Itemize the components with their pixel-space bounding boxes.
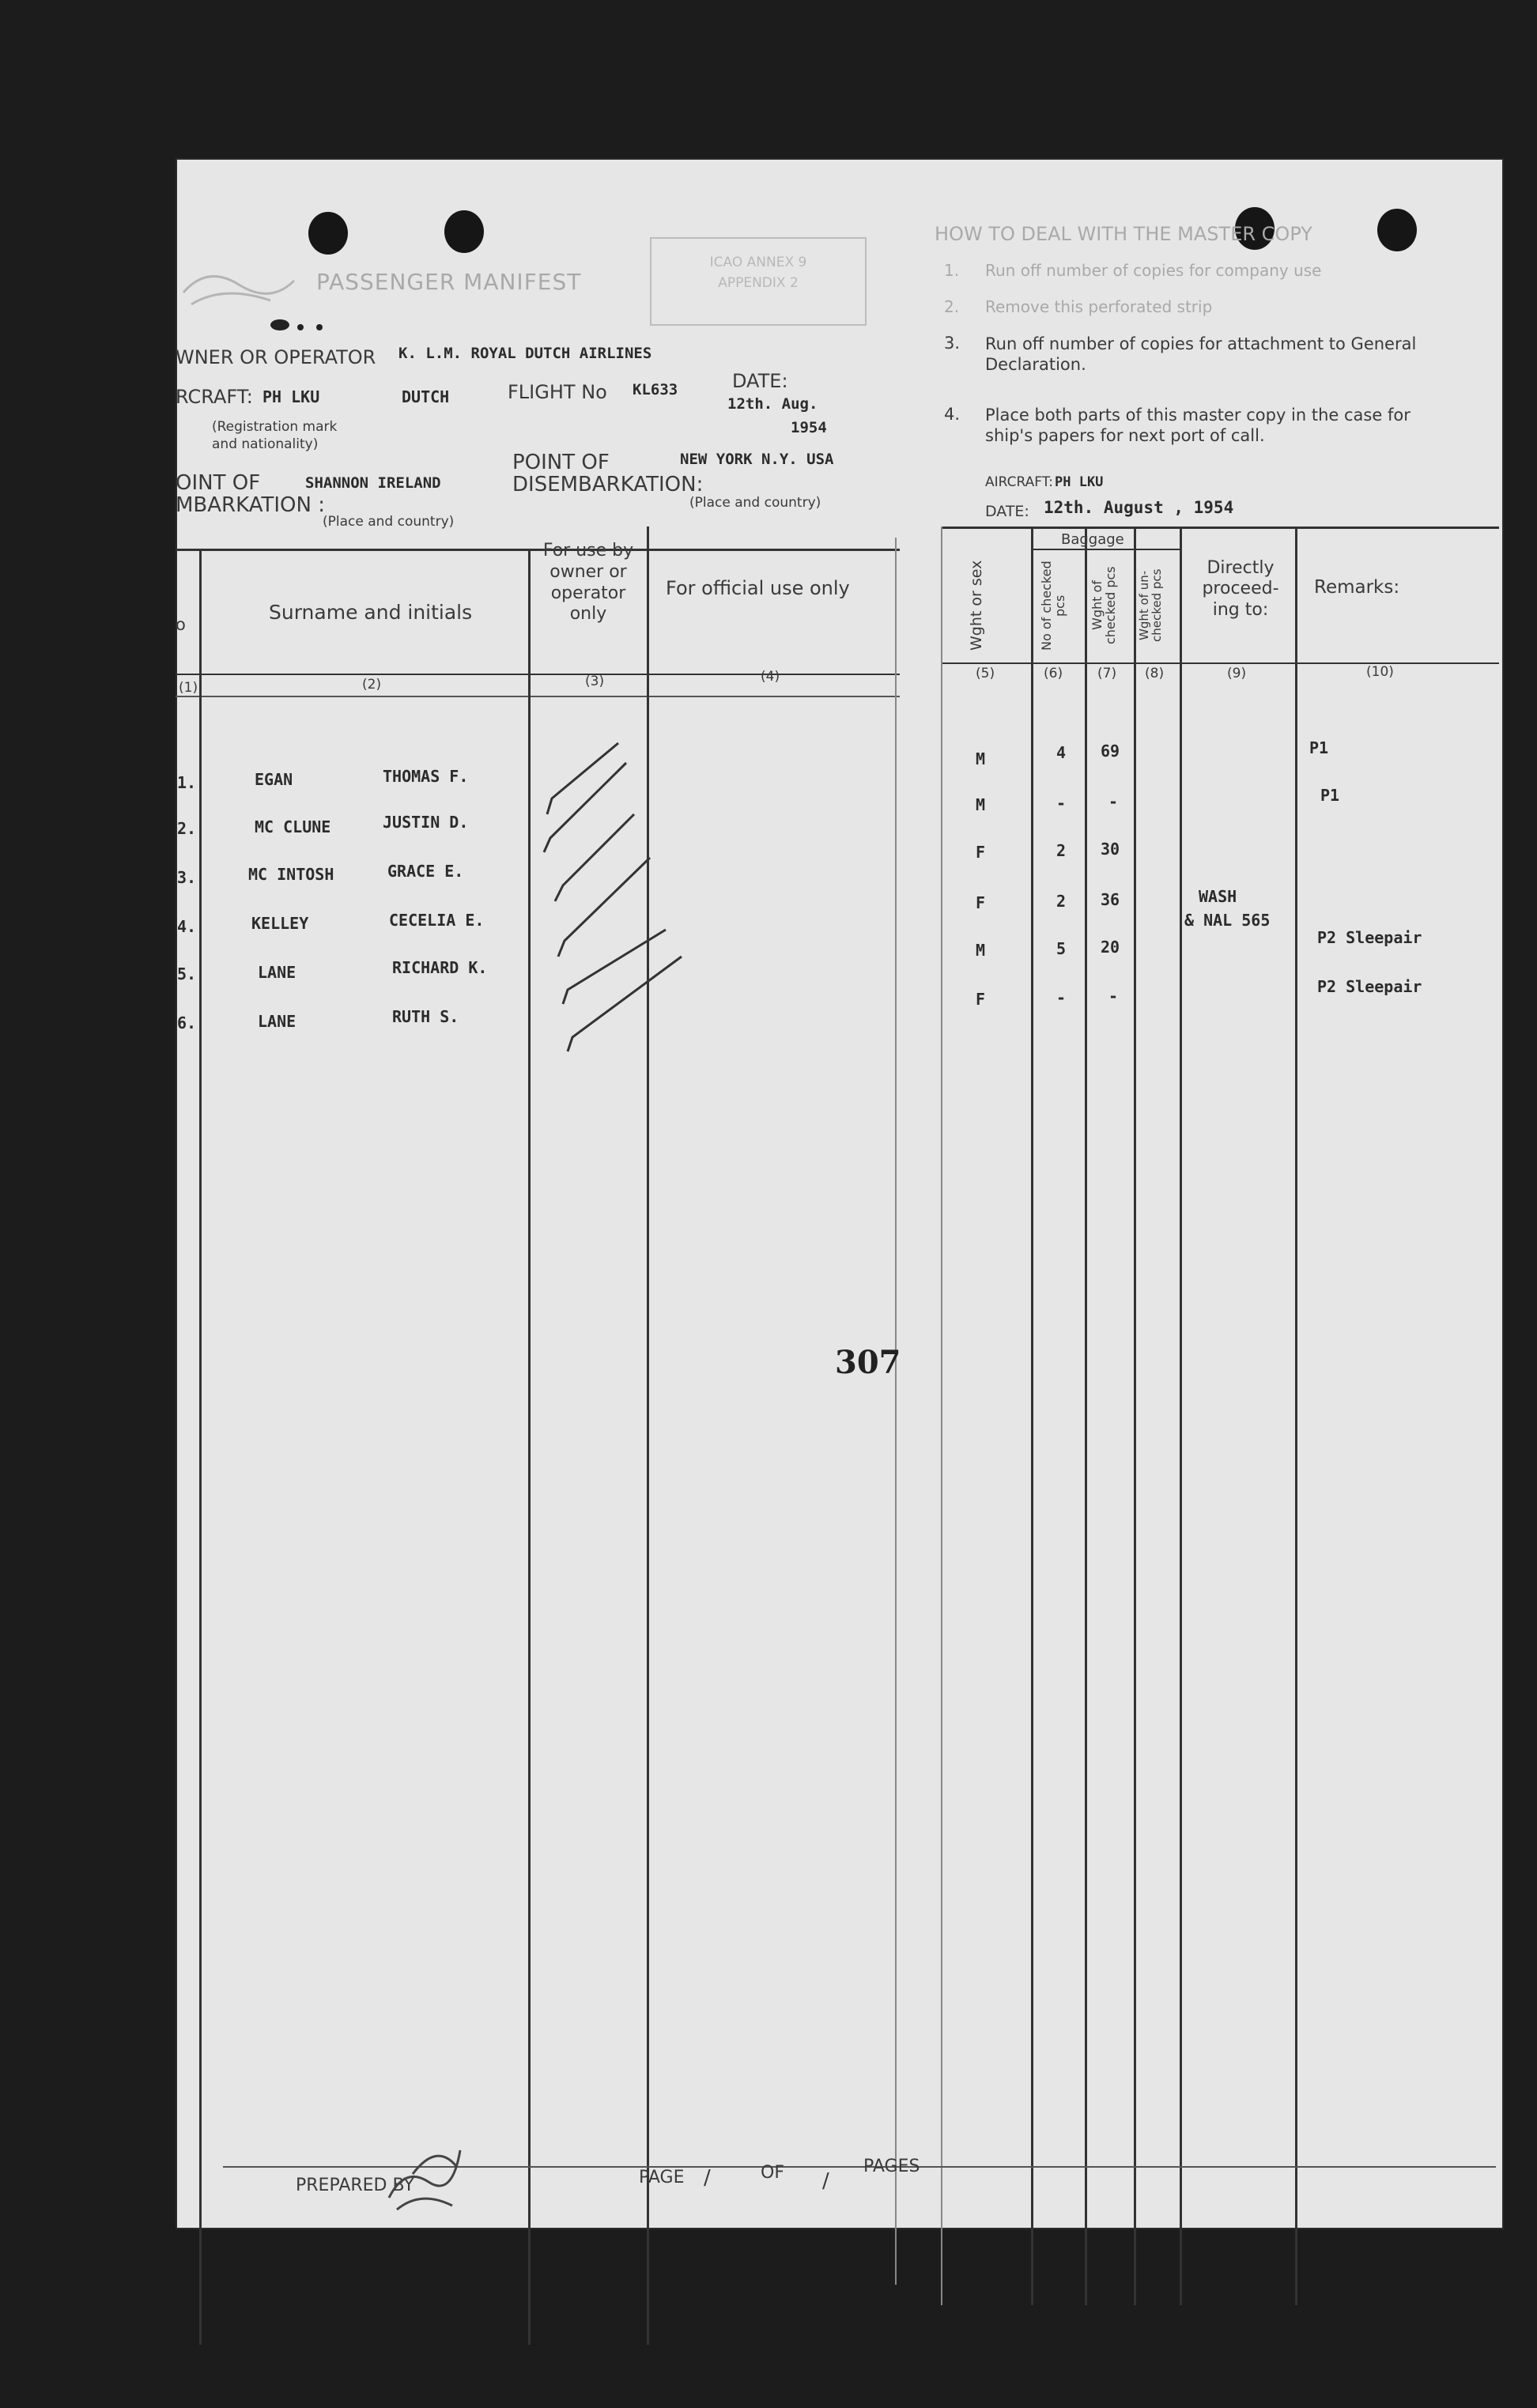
baggage-pieces: 2 <box>1056 892 1067 911</box>
proceeding-to: & NAL 565 <box>1184 911 1271 930</box>
baggage-pieces: - <box>1056 988 1067 1007</box>
col-divider-weight <box>1031 527 1033 2305</box>
disembark-value: NEW YORK N.Y. USA <box>680 451 834 468</box>
date-label: DATE: <box>732 370 788 392</box>
passenger-surname: LANE <box>258 963 296 982</box>
instruction-1-num: 1. <box>944 261 960 280</box>
col-header-wght-unchecked: Wght of un-checked pcs <box>1137 568 1164 643</box>
col-number-7: (7) <box>1097 666 1117 681</box>
punch-hole-icon <box>444 210 484 253</box>
instructions-aircraft-value: PH LKU <box>1055 474 1104 490</box>
nationality-value: DUTCH <box>402 387 450 406</box>
col-number-6: (6) <box>1044 666 1063 681</box>
passenger-sex: M <box>976 941 986 960</box>
flight-value: KL633 <box>633 381 678 398</box>
baggage-pieces: 5 <box>1056 939 1067 958</box>
embark-value: SHANNON IRELAND <box>305 474 441 492</box>
passenger-surname: EGAN <box>255 770 293 789</box>
instruction-3-text: Run off number of copies for attachment to General Declaration. <box>985 334 1417 375</box>
instruction-4-text: Place both parts of this master copy in the case for ship's papers for next port of call. <box>985 406 1410 446</box>
col-header-no-checked: No of checked pcs <box>1039 560 1067 651</box>
col-number-1: (1) <box>179 680 198 696</box>
header-bottom-rule <box>176 674 900 675</box>
owner-value: K. L.M. ROYAL DUTCH AIRLINES <box>398 345 652 362</box>
instructions-title: HOW TO DEAL WITH THE MASTER COPY <box>935 223 1312 245</box>
row-number: 6. <box>177 1013 197 1032</box>
col-header-remarks: Remarks: <box>1314 577 1400 598</box>
proceeding-to: WASH <box>1199 887 1237 906</box>
col-header-weight-sex: Wght or sex <box>968 560 985 651</box>
passenger-given-names: RUTH S. <box>392 1007 459 1026</box>
punch-hole-icon <box>1377 209 1417 251</box>
passenger-sex: F <box>976 843 986 862</box>
owner-label: WNER OR OPERATOR <box>176 346 376 368</box>
baggage-weight: - <box>1108 792 1119 811</box>
page-value: / <box>704 2166 711 2190</box>
baggage-pieces: 4 <box>1056 743 1067 762</box>
col-header-official: For official use only <box>666 577 850 599</box>
col-divider-no <box>199 550 202 2345</box>
col-number-9: (9) <box>1227 666 1247 681</box>
flight-label: FLIGHT No <box>508 381 607 403</box>
passenger-given-names: CECELIA E. <box>389 911 485 930</box>
remarks: P2 Sleepair <box>1317 977 1422 996</box>
registration-note-1: (Registration mark <box>212 419 338 435</box>
passenger-given-names: THOMAS F. <box>383 767 469 786</box>
col-header-owner-use: For use by owner or operator only <box>542 541 634 625</box>
of-label: OF <box>761 2163 784 2183</box>
col-number-3: (3) <box>585 674 605 689</box>
col-number-5: (5) <box>976 666 995 681</box>
row-number: 5. <box>177 964 197 983</box>
icao-stamp <box>650 237 867 326</box>
passenger-given-names: GRACE E. <box>387 862 464 881</box>
place-country-disembark: (Place and country) <box>689 495 821 511</box>
manifest-title: PASSENGER MANIFEST <box>316 269 582 295</box>
signature-icon <box>381 2134 476 2221</box>
remarks: P2 Sleepair <box>1317 928 1422 947</box>
check-marks <box>531 696 689 1059</box>
col-number-2: (2) <box>362 677 382 693</box>
instruction-2-num: 2. <box>944 297 960 316</box>
row-number: 4. <box>177 917 197 936</box>
col-number-4: (4) <box>761 669 780 685</box>
page-label: PAGE <box>639 2168 685 2187</box>
baggage-weight: 30 <box>1101 840 1120 859</box>
instructions-aircraft-label: AIRCRAFT: <box>985 474 1053 490</box>
baggage-weight: 20 <box>1101 938 1120 957</box>
passenger-sex: M <box>976 795 986 814</box>
row-number: 3. <box>177 868 197 887</box>
embark-label-1: OINT OF <box>176 471 261 495</box>
passenger-given-names: RICHARD K. <box>392 958 488 977</box>
airline-logo-icon <box>176 261 310 316</box>
baggage-rule <box>1033 549 1180 550</box>
aircraft-value: PH LKU <box>262 387 320 406</box>
baggage-pieces: 2 <box>1056 841 1067 860</box>
col-divider-name <box>528 550 531 2345</box>
passenger-surname: MC CLUNE <box>255 817 331 836</box>
row-number: 2. <box>177 819 197 838</box>
punch-hole-icon <box>308 212 348 255</box>
perforation-right <box>941 527 942 2305</box>
remarks: P1 <box>1309 738 1329 757</box>
baggage-weight: - <box>1108 987 1119 1006</box>
col-divider-wght <box>1134 527 1136 2305</box>
passenger-given-names: JUSTIN D. <box>383 813 469 832</box>
perforation-left <box>895 538 897 2285</box>
registration-note-2: and nationality) <box>212 436 319 452</box>
date-value-1: 12th. Aug. <box>727 395 818 413</box>
col-divider-pcs <box>1085 527 1087 2305</box>
instruction-3-num: 3. <box>944 334 961 353</box>
stamp-line-1: ICAO ANNEX 9 <box>709 255 807 270</box>
passenger-sex: M <box>976 749 986 768</box>
disembark-label-1: POINT OF <box>512 451 610 474</box>
right-header-bottom-rule <box>941 662 1499 664</box>
baggage-weight: 69 <box>1101 742 1120 761</box>
col-number-10: (10) <box>1366 664 1394 680</box>
right-table-top-rule <box>941 527 1499 529</box>
baggage-pieces: - <box>1056 794 1067 813</box>
prepared-by-label: PREPARED BY <box>296 2176 414 2195</box>
aircraft-label: RCRAFT: <box>176 386 253 408</box>
passenger-sex: F <box>976 893 986 912</box>
passenger-surname: KELLEY <box>251 914 309 933</box>
pages-label: PAGES <box>863 2157 920 2176</box>
col-header-no: o <box>176 615 186 634</box>
remarks: P1 <box>1320 786 1340 805</box>
instructions-date-value: 12th. August , 1954 <box>1044 498 1234 517</box>
passenger-surname: LANE <box>258 1012 296 1031</box>
col-header-directly: Directly proceed-ing to: <box>1202 558 1279 620</box>
passenger-surname: MC INTOSH <box>248 865 334 884</box>
col-divider-proceeding <box>1295 527 1297 2305</box>
page-number: 307 <box>835 1344 901 1381</box>
disembark-label-2: DISEMBARKATION: <box>512 473 704 496</box>
instruction-4-num: 4. <box>944 405 961 424</box>
col-number-8: (8) <box>1145 666 1165 681</box>
col-divider-unchecked <box>1180 527 1182 2305</box>
ink-smudge <box>270 316 342 334</box>
stamp-line-2: APPENDIX 2 <box>718 275 799 291</box>
instructions-date-label: DATE: <box>985 503 1029 520</box>
date-value-2: 1954 <box>791 419 827 436</box>
col-header-surname: Surname and initials <box>269 601 473 624</box>
row-number: 1. <box>177 773 197 792</box>
instruction-1-text: Run off number of copies for company use <box>985 261 1322 280</box>
embark-label-2: MBARKATION : <box>176 493 325 517</box>
instruction-2-text: Remove this perforated strip <box>985 297 1213 316</box>
manifest-sheet <box>176 158 1504 2229</box>
of-value: / <box>822 2169 829 2193</box>
col-header-wght-checked: Wght of checked pcs <box>1089 566 1118 645</box>
col-header-baggage: Baggage <box>1061 531 1124 548</box>
baggage-weight: 36 <box>1101 890 1120 909</box>
passenger-sex: F <box>976 990 986 1009</box>
place-country-embark: (Place and country) <box>323 514 455 530</box>
